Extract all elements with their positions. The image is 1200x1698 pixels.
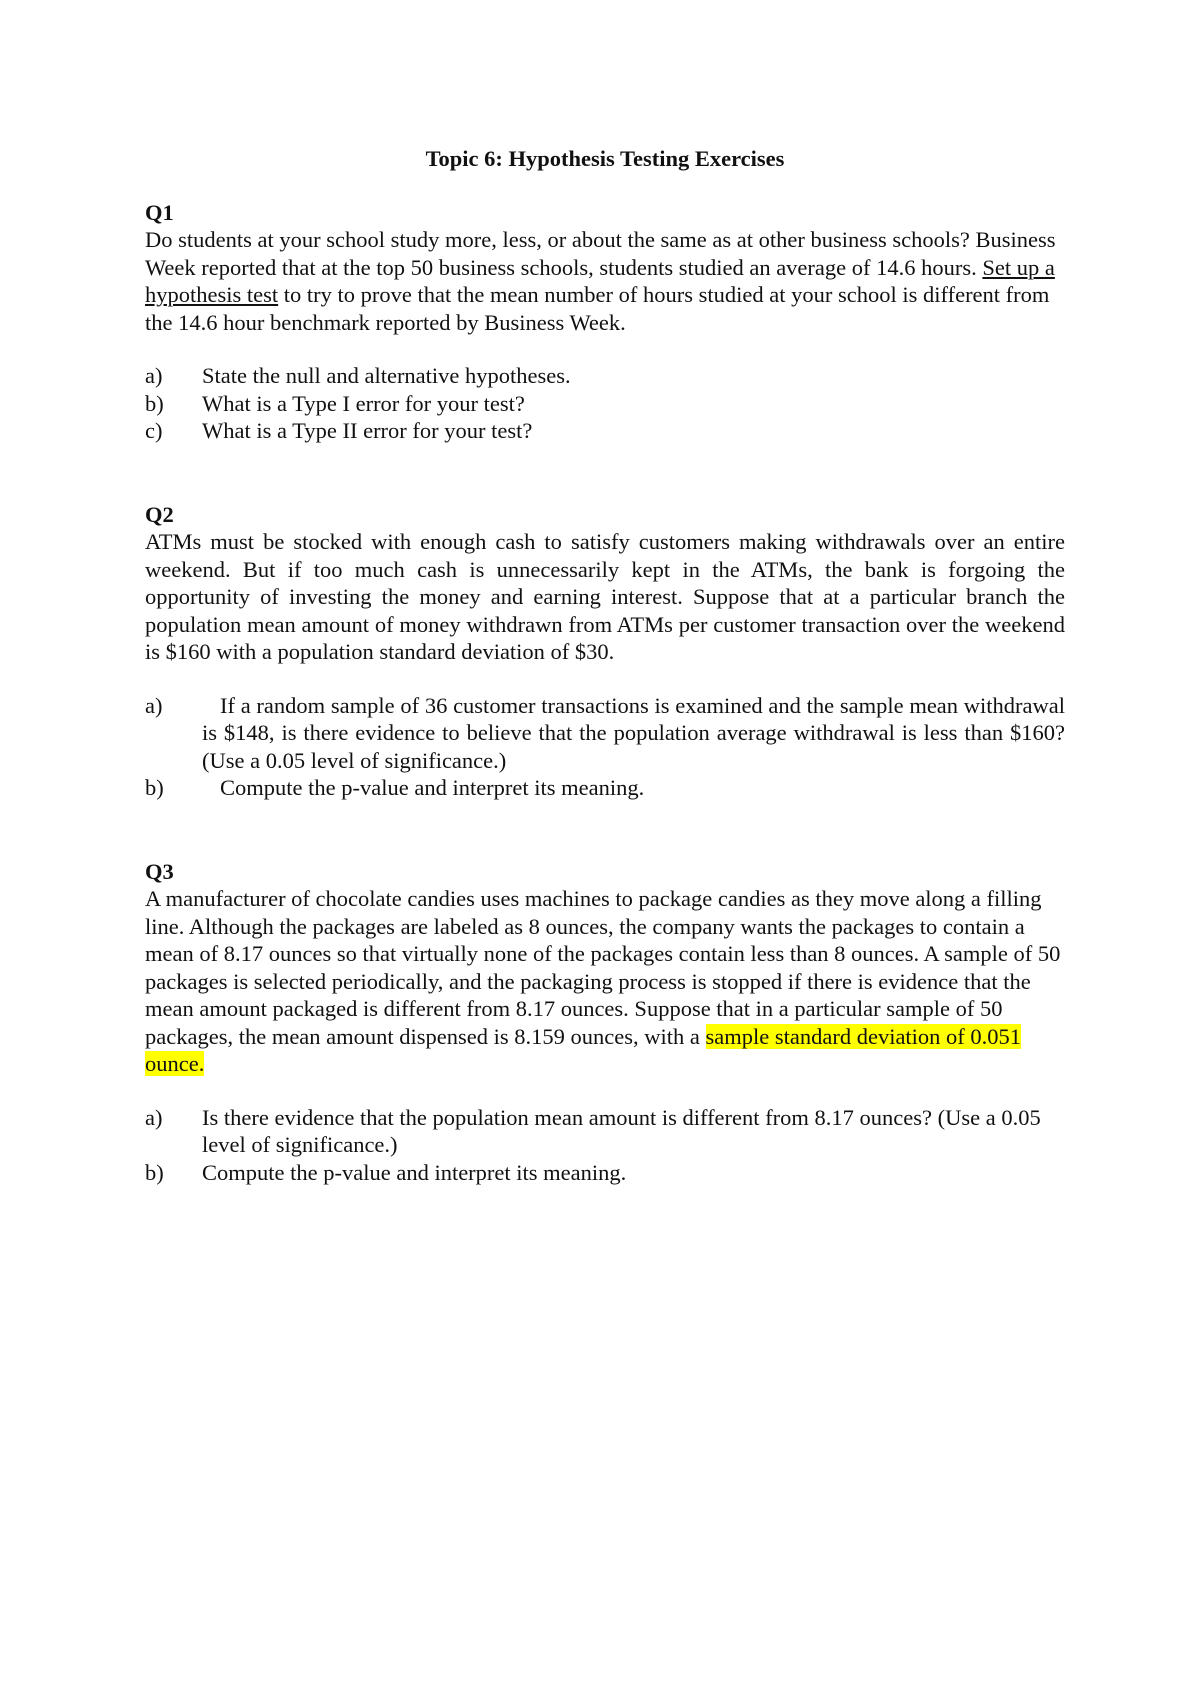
question-1-part-b xyxy=(145,390,1065,418)
question-3-part-b xyxy=(145,1159,1065,1187)
question-2-part-b xyxy=(145,774,1065,802)
part-marker: b) xyxy=(145,390,164,416)
part-text: Compute the p-value and interpret its meaning. xyxy=(202,1159,627,1185)
part-text: Compute the p-value and interpret its meaning. xyxy=(220,775,645,800)
question-2-parts xyxy=(145,692,1065,802)
part-text: State the null and alternative hypotheses. xyxy=(202,363,571,388)
part-marker: a) xyxy=(145,1104,163,1130)
question-2-text: ATMs must be stocked with enough cash to satisfy customers making withdrawals over an entire weekend. But if too much cash is unnecessarily kept in the ATMs, the bank is forgoing the opportunity of investing the money and earning interest. Suppose that at a particular branch the population mean amount of money withdrawn from ATMs per customer transaction over the weekend is $160 with a population standard deviation of $30. xyxy=(145,529,1065,664)
question-1-heading: Q1 xyxy=(145,199,174,225)
question-3 xyxy=(145,858,1065,1187)
question-1-text xyxy=(145,226,1065,336)
part-text: If a random sample of 36 customer transactions is examined and the sample mean withdrawal is $148, is there evidence to believe that the population average withdrawal is less than $160? (Use a 0.05 level of significance.) xyxy=(202,692,1065,773)
document-page xyxy=(145,145,1065,1186)
question-3-text xyxy=(145,885,1065,1078)
question-2-heading: Q2 xyxy=(145,501,174,527)
question-3-part-a xyxy=(145,1104,1065,1159)
part-text: Is there evidence that the population mean amount is different from 8.17 ounces? (Use a 0.05 level of significance.) xyxy=(202,1104,1041,1157)
question-1-part-a xyxy=(145,362,1065,390)
question-2-part-a xyxy=(145,692,1065,775)
part-marker: b) xyxy=(145,1159,164,1185)
part-text: What is a Type II error for your test? xyxy=(202,418,533,443)
question-1-text-end: to try to prove that the mean number of hours studied at your school is different from the 14.6 hour benchmark reported by Business Week. xyxy=(145,282,1050,335)
part-marker: a) xyxy=(145,363,163,388)
part-text: What is a Type I error for your test? xyxy=(202,390,525,416)
section-spacer xyxy=(145,802,1065,858)
part-marker: b) xyxy=(145,775,164,800)
question-1-parts xyxy=(145,362,1065,445)
document-title: Topic 6: Hypothesis Testing Exercises xyxy=(425,146,785,171)
question-1 xyxy=(145,199,1065,445)
part-marker: a) xyxy=(145,692,163,718)
question-2 xyxy=(145,501,1065,802)
section-spacer xyxy=(145,445,1065,501)
question-3-parts xyxy=(145,1104,1065,1187)
question-3-heading: Q3 xyxy=(145,858,174,884)
question-3-highlighted-phrase: sample standard deviation of 0.051 ounce. xyxy=(145,1023,1022,1076)
question-1-text-start: Do students at your school study more, less, or about the same as at other business schools? Business Week reported that at the top 50 business schools, students studied an average of 14.6 hours. xyxy=(145,227,1056,280)
question-1-underlined-phrase: Set up a hypothesis test xyxy=(145,254,1055,307)
part-marker: c) xyxy=(145,418,163,443)
question-3-text-start: A manufacturer of chocolate candies uses machines to package candies as they move along a filling line. Although the packages are labeled as 8 ounces, the company wants the packages to contain a mean of 8.17 ounces so that virtually none of the packages contain less than 8 ounces. A sample of 50 packages is selected periodically, and the packaging process is stopped if there is evidence that the mean amount packaged is different from 8.17 ounces. Suppose that in a particular sample of 50 packages, the mean amount dispensed is 8.159 ounces, with a xyxy=(145,886,1061,1049)
question-1-part-c xyxy=(145,417,1065,445)
